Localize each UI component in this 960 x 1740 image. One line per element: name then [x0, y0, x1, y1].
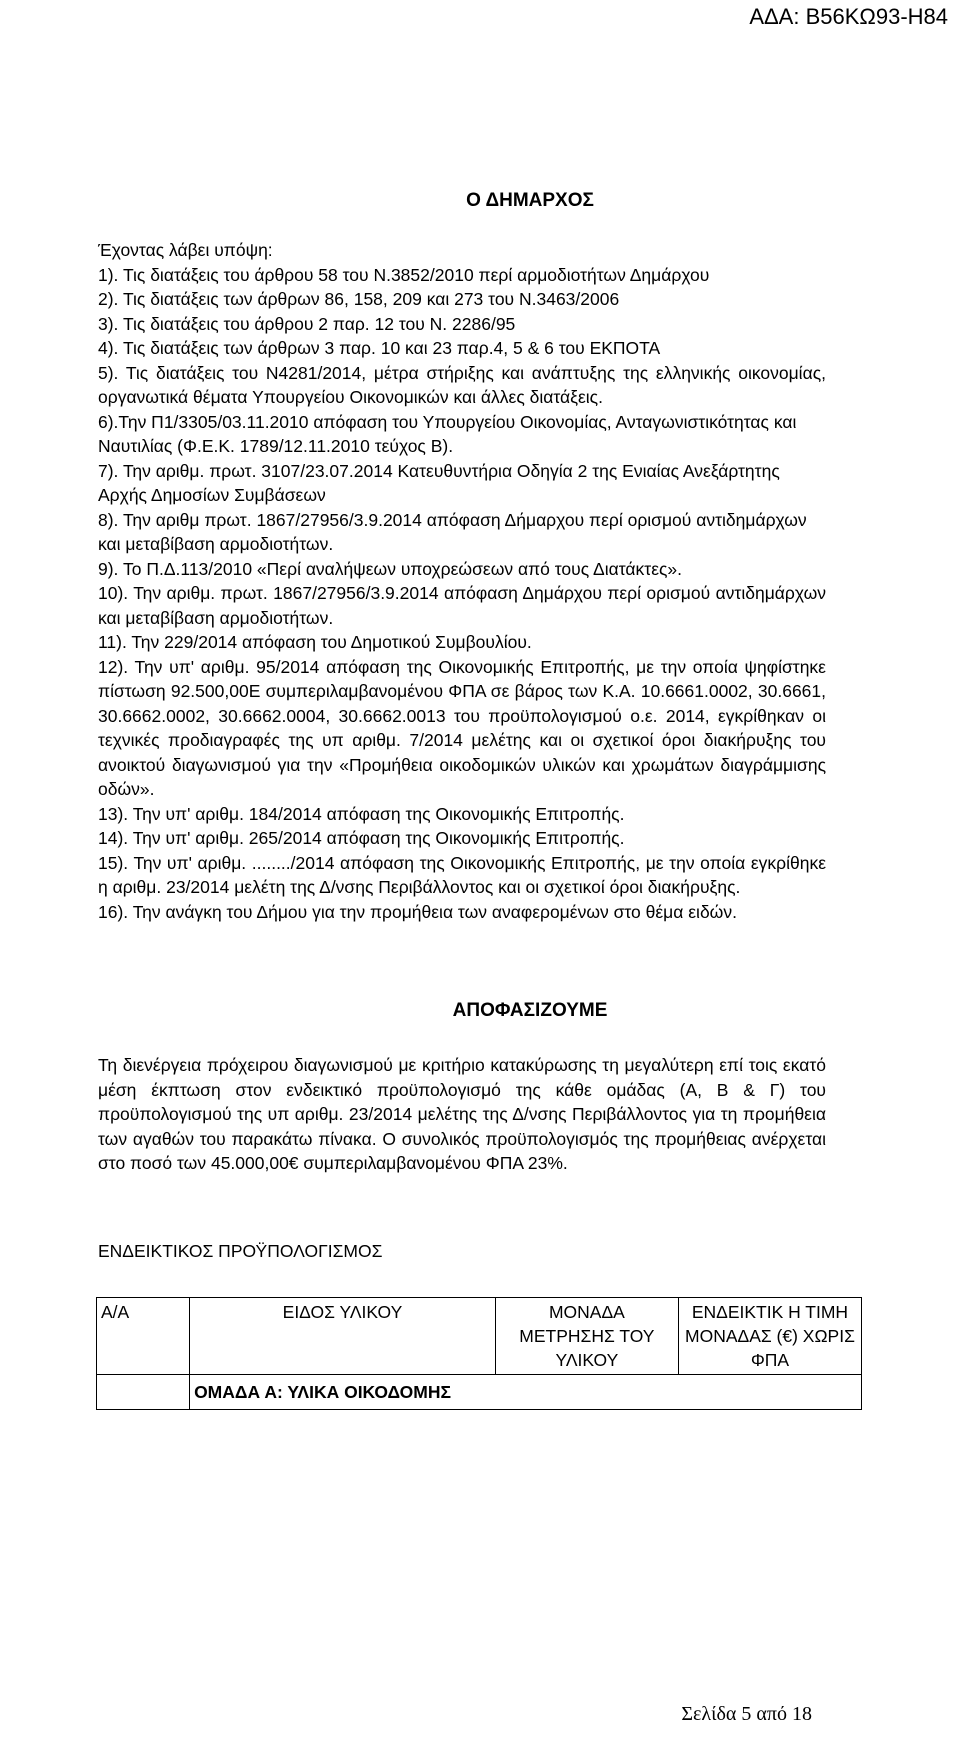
- page-title: Ο ΔΗΜΑΡΧΟΣ: [466, 190, 594, 211]
- header-unit: ΜΟΝΑΔΑ ΜΕΤΡΗΣΗΣ ΤΟΥ ΥΛΙΚΟΥ: [495, 1298, 678, 1375]
- group-a-label: ΟΜΑΔΑ Α: ΥΛΙΚΑ ΟΙΚΟΔΟΜΗΣ: [190, 1375, 862, 1410]
- considering-item-8: 8). Την αριθμ πρωτ. 1867/27956/3.9.2014 απόφαση Δήμαρχου περί ορισμού αντιδημάρχων και μεταβίβαση αρμοδιοτήτων.: [98, 509, 807, 554]
- considering-item-7: 7). Την αριθμ. πρωτ. 3107/23.07.2014 Κατευθυντήρια Οδηγία 2 της Ενιαίας Ανεξάρτητης Αρχής Δημοσίων Συμβάσεων: [98, 460, 780, 505]
- considering-item-12: 12). Την υπ' αριθμ. 95/2014 απόφαση της Οικονομικής Επιτροπής, με την οποία ψηφίστηκε πίστωση 92.500,00Ε συμπεριλαμβανομένου ΦΠΑ σε βάρος των Κ.Α. 10.6661.0002, 30.6661, 30.6662.0002, 30.6662.0004, 30.6662.0013 του προϋπολογισμού ο.ε. 2014, εγκρίθηκαν οι τεχνικές προδιαγραφές της υπ αριθμ. 7/2014 μελέτης και οι σχετικοί όροι διακήρυξης του ανοικτού διαγωνισμού για την «Προμήθεια οικοδομικών υλικών και χρωμάτων διαγράμμισης οδών».: [98, 656, 826, 799]
- considering-item-10: 10). Την αριθμ. πρωτ. 1867/27956/3.9.2014 απόφαση Δημάρχου περί ορισμού αντιδημάρχων και μεταβίβαση αρμοδιοτήτων.: [98, 583, 826, 628]
- budget-title: ΕΝΔΕΙΚΤΙΚΟΣ ΠΡΟΫΠΟΛΟΓΙΣΜΟΣ: [98, 1241, 383, 1261]
- considering-section: [98, 238, 826, 924]
- decision-text: Τη διενέργεια πρόχειρου διαγωνισμού με κριτήριο κατακύρωσης τη μεγαλύτερη επί τοις εκατό μέση έκπτωση στον ενδεικτικό προϋπολογισμό της κάθε ομάδας (Α, Β & Γ) του προϋπολογισμού της υπ αριθμ. 23/2014 μελέτης της Δ/νσης Περιβάλλοντος για τη προμήθεια των αγαθών του παρακάτω πίνακα. Ο συνολικός προϋπολογισμός της προμήθειας ανέρχεται στο ποσό των 45.000,00€ συμπεριλαμβανομένου ΦΠΑ 23%.: [98, 1055, 826, 1173]
- considering-item-3: 3). Τις διατάξεις του άρθρου 2 παρ. 12 του Ν. 2286/95: [98, 313, 516, 334]
- budget-table: [96, 1297, 862, 1410]
- ada-code: ΑΔΑ: Β56ΚΩ93-Η84: [749, 4, 948, 29]
- considering-item-13: 13). Την υπ' αριθμ. 184/2014 απόφαση της Οικονομικής Επιτροπής.: [98, 803, 625, 824]
- decision-title: ΑΠΟΦΑΣΙΖΟΥΜΕ: [452, 1000, 608, 1021]
- header-price: ΕΝΔΕΙΚΤΙΚ Η ΤΙΜΗ ΜΟΝΑΔΑΣ (€) ΧΩΡΙΣ ΦΠΑ: [678, 1298, 861, 1375]
- considering-intro: Έχοντας λάβει υπόψη:: [98, 240, 273, 260]
- header-aa: Α/Α: [97, 1298, 190, 1375]
- considering-item-5: 5). Τις διατάξεις του Ν4281/2014, μέτρα στήριξης και ανάπτυξης της ελληνικής οικονομίας, οργανωτικά θέματα Υπουργείου Οικονομικών και άλλες διατάξεις.: [98, 362, 826, 407]
- group-row: [97, 1375, 862, 1410]
- budget-header-row: [97, 1298, 862, 1375]
- considering-item-1: 1). Τις διατάξεις του άρθρου 58 του Ν.3852/2010 περί αρμοδιοτήτων Δημάρχου: [98, 264, 710, 285]
- considering-item-14: 14). Την υπ' αριθμ. 265/2014 απόφαση της Οικονομικής Επιτροπής.: [98, 828, 625, 848]
- considering-item-4: 4). Τις διατάξεις των άρθρων 3 παρ. 10 και 23 παρ.4, 5 & 6 του ΕΚΠΟΤΑ: [98, 338, 661, 358]
- considering-item-16: 16). Την ανάγκη του Δήμου για την προμήθεια των αναφερομένων στο θέμα ειδών.: [98, 901, 737, 922]
- header-item: ΕΙΔΟΣ ΥΛΙΚΟΥ: [190, 1298, 496, 1375]
- considering-item-6: 6).Την Π1/3305/03.11.2010 απόφαση του Υπουργείου Οικονομίας, Ανταγωνιστικότητας και Ναυτιλίας (Φ.Ε.Κ. 1789/12.11.2010 τεύχος Β).: [98, 411, 797, 456]
- considering-item-15: 15). Την υπ' αριθμ. ......../2014 απόφαση της Οικονομικής Επιτροπής, με την οποία εγκρίθηκε η αριθμ. 23/2014 μελέτη της Δ/νσης Περιβάλλοντος και οι σχετικοί όροι διακήρυξης.: [98, 852, 826, 897]
- considering-item-11: 11). Την 229/2014 απόφαση του Δημοτικού Συμβουλίου.: [98, 632, 532, 652]
- decision-section: [98, 1053, 826, 1176]
- group-row-spacer: [97, 1375, 190, 1410]
- considering-item-2: 2). Τις διατάξεις των άρθρων 86, 158, 209 και 273 του Ν.3463/2006: [98, 289, 620, 309]
- page-number: Σελίδα 5 από 18: [681, 1703, 812, 1725]
- considering-item-9: 9). Το Π.Δ.113/2010 «Περί αναλήψεων υποχρεώσεων από τους Διατάκτες».: [98, 558, 683, 579]
